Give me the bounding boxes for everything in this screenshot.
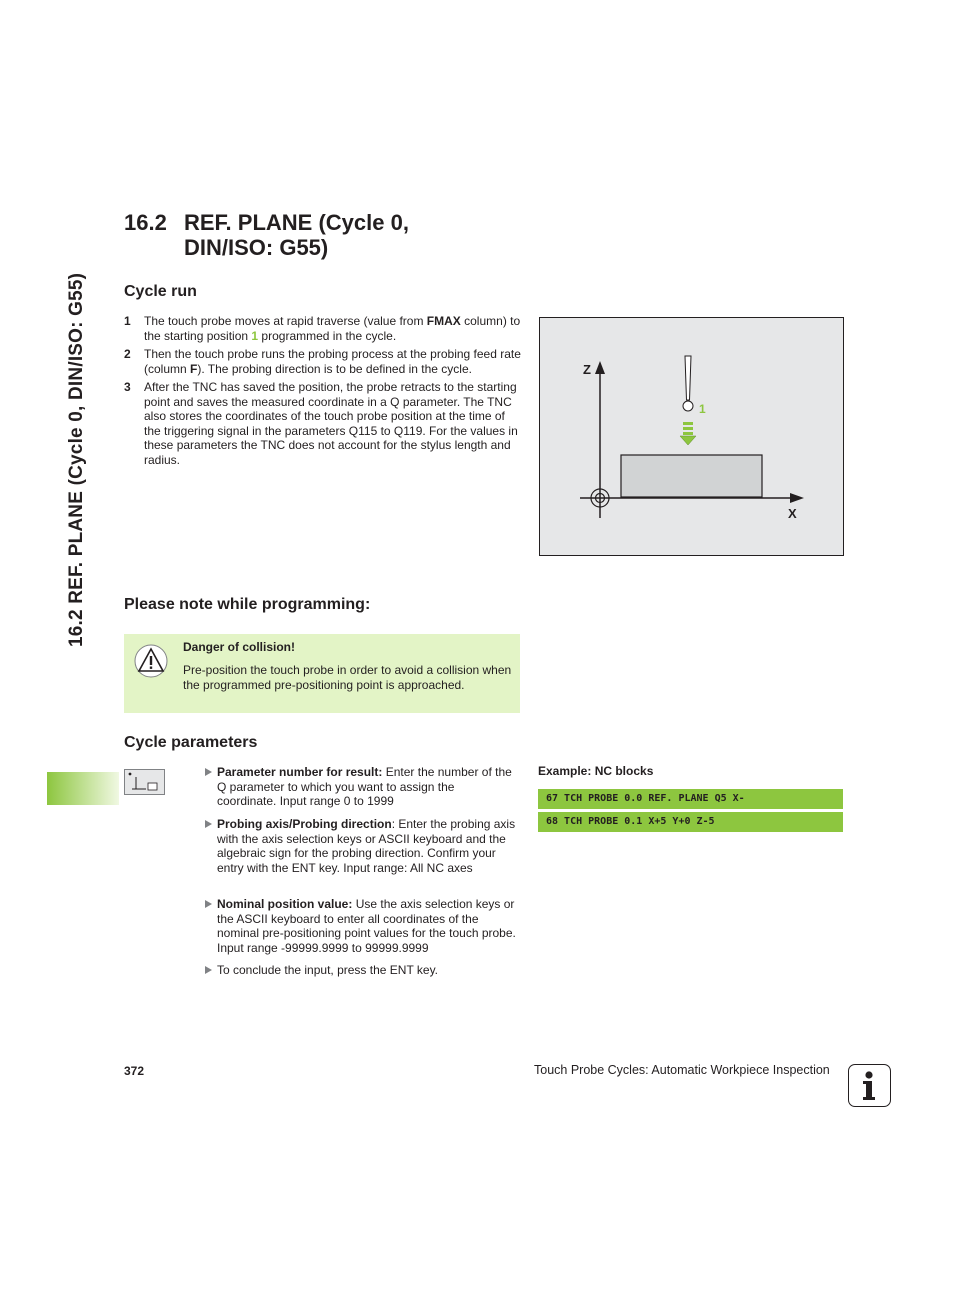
param-nominal-position: Nominal position value: Use the axis selection keys or the ASCII keyboard to enter all coordinates of the nominal pre-positioning point values for the touch probe. Input range -99999.9999 to 99999.9999: [205, 897, 517, 955]
cycle-parameters-title: Cycle parameters: [124, 734, 258, 751]
x-axis-arrowhead: [790, 493, 804, 503]
section-number: 16.2: [124, 210, 167, 235]
page-number: 372: [124, 1064, 145, 1078]
z-axis-label: Z: [583, 362, 591, 377]
heading-line1: REF. PLANE (Cycle 0,: [184, 210, 409, 235]
chapter-title: Touch Probe Cycles: Automatic Workpiece Inspection: [534, 1063, 830, 1077]
param-probing-axis: Probing axis/Probing direction: Enter the probing axis with the axis selection keys or ASCII keyboard and the algebraic sign for the probing direction. Confirm your entry with the ENT key. Input range: All NC axes: [205, 817, 517, 875]
note-text: Pre-position the touch probe in order to avoid a collision when the programmed pre-positioning point is approached.: [183, 663, 512, 692]
step-2: 2 Then the touch probe runs the probing process at the probing feed rate (column F). The probing direction is to be defined in the cycle.: [124, 347, 521, 376]
nc-block: 67 TCH PROBE 0.0 REF. PLANE Q5 X-: [538, 789, 843, 809]
workpiece: [621, 455, 762, 497]
section-heading: [124, 210, 409, 260]
probing-diagram: [540, 318, 843, 555]
probe-ball: [683, 401, 693, 411]
collision-note: [124, 634, 520, 713]
programming-title: Please note while programming:: [124, 596, 371, 613]
bullet-arrow-icon: [205, 820, 212, 828]
start-point-label: 1: [699, 402, 706, 416]
warning-icon: [134, 644, 168, 678]
heading-line2: DIN/ISO: G55): [184, 235, 329, 260]
bullet-arrow-icon: [205, 900, 212, 908]
nc-block: 68 TCH PROBE 0.1 X+5 Y+0 Z-5: [538, 812, 843, 832]
cycle-run-title: Cycle run: [124, 283, 197, 300]
param-conclude: To conclude the input, press the ENT key.: [205, 963, 517, 978]
param-result-number: Parameter number for result: Enter the number of the Q parameter to which you want to assign the coordinate. Input range 0 to 1999: [205, 765, 517, 809]
cycle-run-steps: [124, 314, 524, 471]
z-axis-arrowhead: [595, 361, 605, 374]
probe-stylus: [685, 356, 691, 400]
note-title: Danger of collision!: [183, 640, 296, 654]
probing-figure: [539, 317, 844, 556]
step-3: 3 After the TNC has saved the position, the probe retracts to the starting point and saves the measured coordinate in a Q parameter. The TNC also stores the coordinates of the touch probe position at the time of the triggering signal in the parameters Q115 to Q119. For the values in these parameters the TNC does not account for the stylus length and radius.: [124, 380, 518, 467]
probe-direction-arrow: [680, 422, 696, 445]
example-title: Example: NC blocks: [538, 764, 654, 778]
x-axis-label: X: [788, 506, 797, 521]
info-icon: [848, 1064, 891, 1107]
bullet-arrow-icon: [205, 966, 212, 974]
bullet-arrow-icon: [205, 768, 212, 776]
step-1: 1 The touch probe moves at rapid traverse (value from FMAX column) to the starting position 1 programmed in the cycle.: [124, 314, 521, 343]
softkey-icon: [124, 769, 165, 795]
chapter-tab: [47, 772, 119, 805]
